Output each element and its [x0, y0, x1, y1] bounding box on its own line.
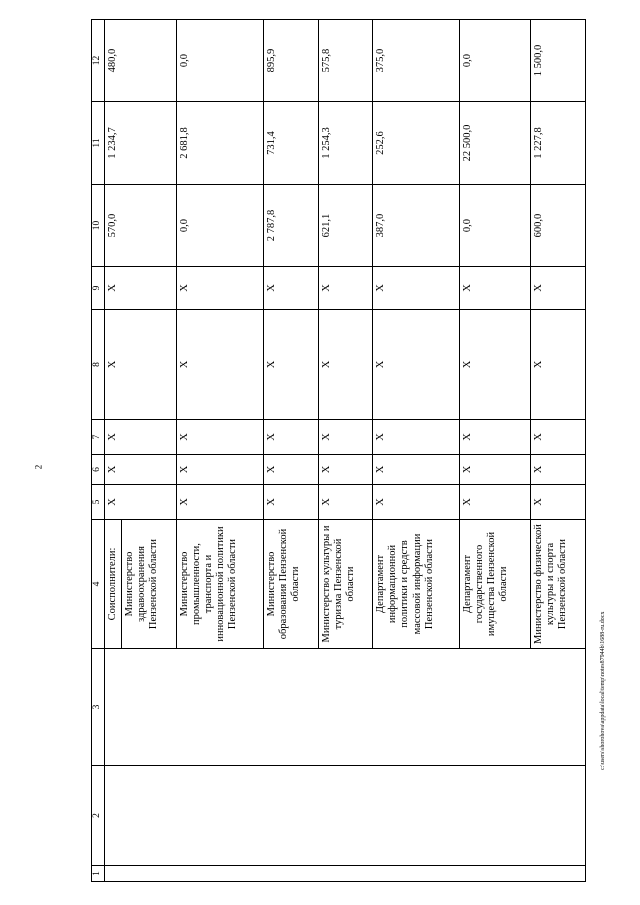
rotated-table-wrapper — [91, 20, 586, 882]
table-cell: X — [531, 310, 586, 420]
table-cell: 0,0 — [460, 20, 531, 102]
table-cell: 480,0 — [105, 20, 177, 102]
table-cell: 2 681,8 — [176, 102, 263, 185]
section-label: Соисполнители: — [105, 520, 122, 649]
header-col-6: 6 — [92, 455, 105, 485]
table-cell: X — [318, 267, 373, 310]
table-cell: X — [105, 310, 177, 420]
header-col-5: 5 — [92, 485, 105, 520]
funding-table — [91, 19, 586, 882]
table-cell: 387,0 — [373, 185, 460, 267]
header-col-10: 10 — [92, 185, 105, 267]
table-cell: X — [373, 485, 460, 520]
table-cell: 600,0 — [531, 185, 586, 267]
header-col-2: 2 — [92, 766, 105, 866]
section-label-row — [105, 20, 122, 882]
table-cell: X — [176, 485, 263, 520]
table-cell: X — [373, 267, 460, 310]
table-cell: 0,0 — [176, 20, 263, 102]
table-cell: 375,0 — [373, 20, 460, 102]
header-col-4: 4 — [92, 520, 105, 649]
table-cell: X — [263, 267, 318, 310]
table-cell: X — [318, 455, 373, 485]
table-cell: 575,8 — [318, 20, 373, 102]
table-cell: 0,0 — [460, 185, 531, 267]
table-cell: 570,0 — [105, 185, 177, 267]
table-cell: X — [176, 310, 263, 420]
table-cell: X — [263, 485, 318, 520]
header-col-1: 1 — [92, 866, 105, 882]
executor-name: Министерство физической культуры и спорта Пензенской области — [531, 520, 586, 649]
table-cell: 1 254,3 — [318, 102, 373, 185]
table-cell: X — [263, 455, 318, 485]
header-col-11: 11 — [92, 102, 105, 185]
executor-name: Министерство образования Пензенской области — [263, 520, 318, 649]
table-cell: X — [105, 455, 177, 485]
executor-name: Департамент информационной политики и средств массовой информации Пензенской области — [373, 520, 460, 649]
table-cell: X — [176, 455, 263, 485]
table-cell: 1 227,8 — [531, 102, 586, 185]
table-cell: X — [105, 267, 177, 310]
table-cell: 1 500,0 — [531, 20, 586, 102]
table-cell: X — [373, 310, 460, 420]
executor-name: Департамент государственного имущества Пензенской области — [460, 520, 531, 649]
page-number: 2 — [33, 464, 44, 470]
table-cell: 0,0 — [176, 185, 263, 267]
table-cell: X — [105, 420, 177, 455]
table-cell: 731,4 — [263, 102, 318, 185]
executor-name: Министерство культуры и туризма Пензенской области — [318, 520, 373, 649]
table-cell: X — [318, 420, 373, 455]
table-cell: X — [460, 420, 531, 455]
executor-name: Министерство промышленности, транспорта и инновационной политики Пензенской области — [176, 520, 263, 649]
table-cell: 621,1 — [318, 185, 373, 267]
table-cell: X — [531, 485, 586, 520]
cell-col-1 — [105, 866, 586, 882]
table-cell: X — [531, 420, 586, 455]
table-cell: X — [105, 485, 177, 520]
header-col-12: 12 — [92, 20, 105, 102]
table-cell: 22 500,0 — [460, 102, 531, 185]
table-cell: X — [531, 455, 586, 485]
table-cell: X — [176, 267, 263, 310]
table-cell: X — [318, 310, 373, 420]
table-cell: X — [460, 485, 531, 520]
header-col-8: 8 — [92, 310, 105, 420]
cell-col-2 — [105, 766, 586, 866]
table-cell: 2 787,8 — [263, 185, 318, 267]
table-cell: 1 234,7 — [105, 102, 177, 185]
table-cell: X — [176, 420, 263, 455]
header-col-9: 9 — [92, 267, 105, 310]
table-cell: X — [373, 420, 460, 455]
table-cell: X — [373, 455, 460, 485]
table-cell: X — [460, 267, 531, 310]
cell-col-3 — [105, 649, 586, 766]
table-cell: X — [531, 267, 586, 310]
header-row — [92, 20, 105, 882]
header-col-7: 7 — [92, 420, 105, 455]
table-cell: X — [460, 455, 531, 485]
executor-name: Министерство здравоохранения Пензенской области — [122, 520, 177, 649]
header-col-3: 3 — [92, 649, 105, 766]
table-cell: X — [263, 310, 318, 420]
file-path: c:\users\shorohova\appdata\local\temp\notes87944b\1688-ru.docx — [600, 611, 606, 770]
table-cell: 895,9 — [263, 20, 318, 102]
table-cell: X — [460, 310, 531, 420]
table-cell: X — [318, 485, 373, 520]
table-cell: 252,6 — [373, 102, 460, 185]
table-cell: X — [263, 420, 318, 455]
